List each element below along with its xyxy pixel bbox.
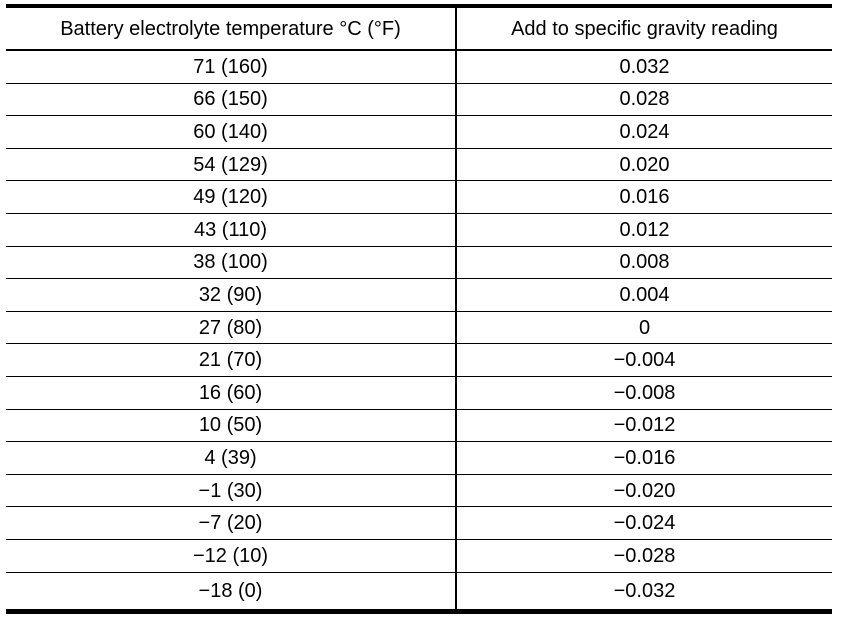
table-row: [6, 409, 832, 442]
temperature-cell: 4 (39): [6, 442, 456, 475]
correction-cell: −0.016: [456, 442, 832, 475]
correction-cell: −0.004: [456, 344, 832, 377]
correction-cell: −0.024: [456, 507, 832, 540]
temperature-cell: 32 (90): [6, 279, 456, 312]
header-row: [6, 6, 832, 50]
temperature-cell: 49 (120): [6, 181, 456, 214]
table-body: [6, 50, 832, 611]
correction-cell: 0.032: [456, 50, 832, 83]
temperature-correction-table-container: [6, 4, 832, 614]
correction-cell: 0.024: [456, 116, 832, 149]
correction-cell: −0.020: [456, 474, 832, 507]
temperature-cell: 71 (160): [6, 50, 456, 83]
temperature-cell: −1 (30): [6, 474, 456, 507]
table-row: [6, 376, 832, 409]
correction-cell: 0.008: [456, 246, 832, 279]
table-row: [6, 311, 832, 344]
temperature-cell: 27 (80): [6, 311, 456, 344]
temperature-cell: 60 (140): [6, 116, 456, 149]
table-row: [6, 50, 832, 83]
table-row: [6, 539, 832, 572]
correction-cell: −0.012: [456, 409, 832, 442]
correction-cell: 0.004: [456, 279, 832, 312]
temperature-cell: 43 (110): [6, 213, 456, 246]
correction-cell: 0.012: [456, 213, 832, 246]
header-correction: Add to specific gravity reading: [456, 6, 832, 50]
table-row: [6, 507, 832, 540]
table-row: [6, 474, 832, 507]
temperature-cell: −18 (0): [6, 572, 456, 611]
table-row: [6, 83, 832, 116]
temperature-cell: −12 (10): [6, 539, 456, 572]
temperature-cell: 38 (100): [6, 246, 456, 279]
correction-cell: −0.032: [456, 572, 832, 611]
correction-cell: −0.008: [456, 376, 832, 409]
correction-cell: −0.028: [456, 539, 832, 572]
temperature-cell: 10 (50): [6, 409, 456, 442]
table-row: [6, 279, 832, 312]
temperature-cell: 16 (60): [6, 376, 456, 409]
table-row: [6, 572, 832, 611]
header-temperature: Battery electrolyte temperature °C (°F): [6, 6, 456, 50]
correction-cell: 0.016: [456, 181, 832, 214]
temperature-correction-table: [6, 4, 832, 614]
table-row: [6, 344, 832, 377]
correction-cell: 0: [456, 311, 832, 344]
table-row: [6, 181, 832, 214]
temperature-cell: 21 (70): [6, 344, 456, 377]
correction-cell: 0.020: [456, 148, 832, 181]
table-row: [6, 148, 832, 181]
table-row: [6, 442, 832, 475]
table-row: [6, 116, 832, 149]
table-row: [6, 246, 832, 279]
temperature-cell: −7 (20): [6, 507, 456, 540]
correction-cell: 0.028: [456, 83, 832, 116]
temperature-cell: 66 (150): [6, 83, 456, 116]
table-header: [6, 6, 832, 50]
temperature-cell: 54 (129): [6, 148, 456, 181]
table-row: [6, 213, 832, 246]
